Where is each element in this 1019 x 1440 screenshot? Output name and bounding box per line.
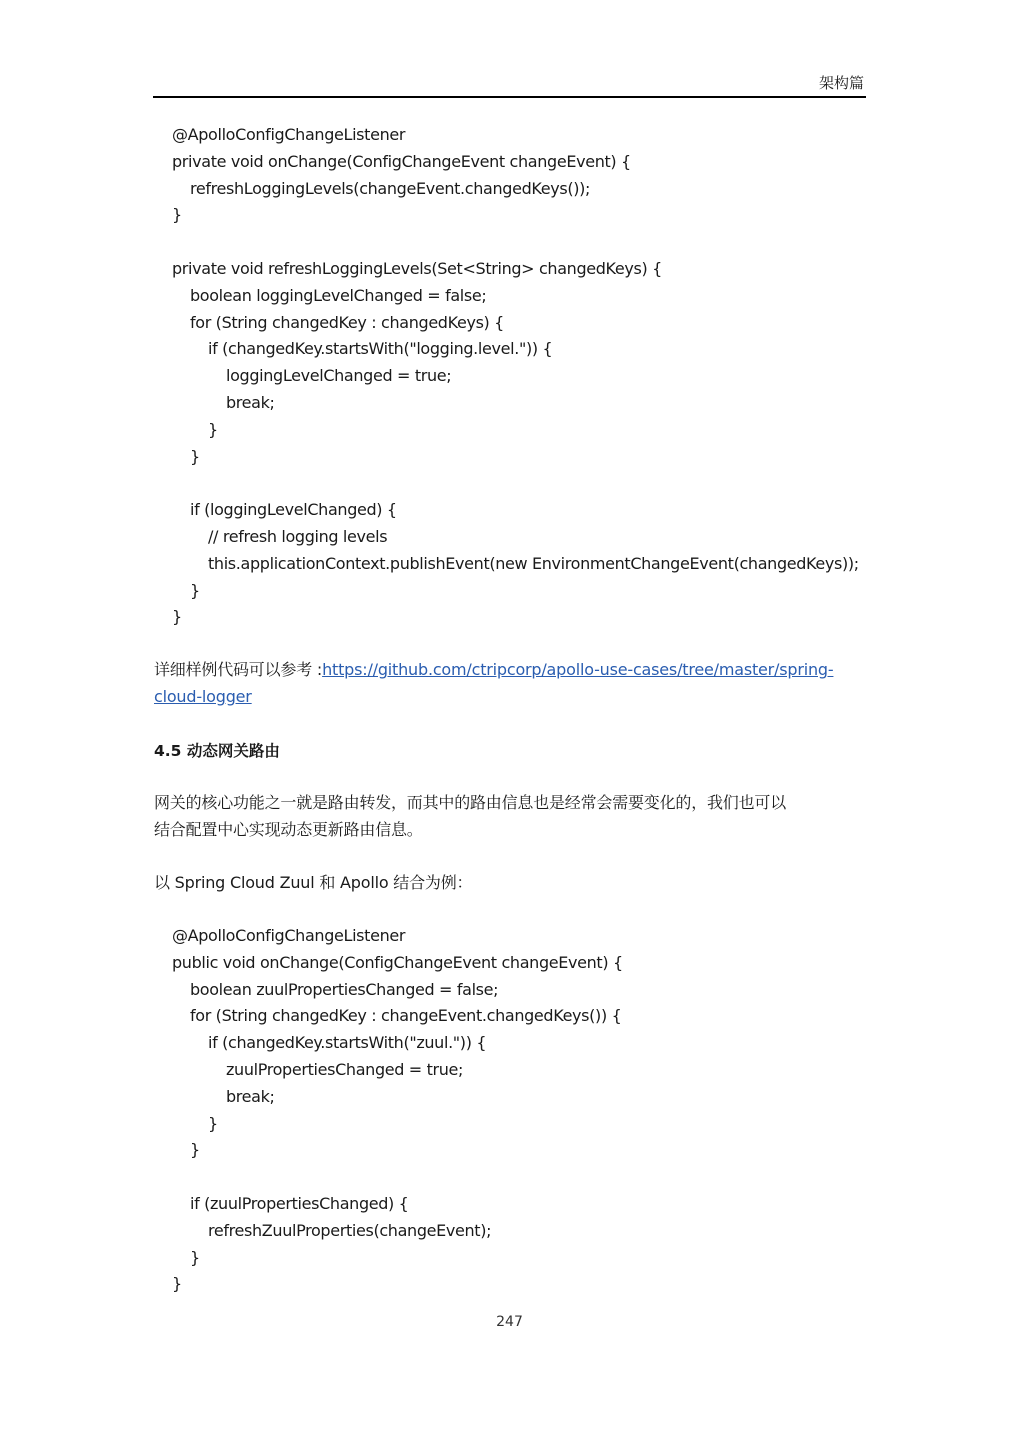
code-line: this.applicationContext.publishEvent(new EnvironmentChangeEvent(changedKeys));	[208, 553, 859, 573]
reference-paragraph	[154, 656, 874, 710]
code-line: refreshZuulProperties(changeEvent);	[208, 1220, 492, 1240]
code-line: }	[190, 446, 200, 466]
code-line: if (changedKey.startsWith("logging.level.")) {	[208, 339, 553, 359]
code-line: @ApolloConfigChangeListener	[172, 926, 406, 945]
reference-link-line2: cloud-logger	[154, 687, 252, 706]
code-line: private void onChange(ConfigChangeEvent changeEvent) {	[172, 151, 631, 171]
section-paragraph-line2: 结合配置中心实现动态更新路由信息。	[154, 820, 423, 839]
section-paragraph-line1: 网关的核心功能之一就是路由转发，而其中的路由信息也是经常会需要变化的，我们也可以	[154, 793, 787, 812]
code-line: if (loggingLevelChanged) {	[190, 500, 397, 520]
section-paragraph	[154, 789, 874, 843]
code-line: zuulPropertiesChanged = true;	[226, 1060, 464, 1079]
reference-link-line1: https://github.com/ctripcorp/apollo-use-cases/tree/master/spring-	[322, 660, 834, 679]
code-line: public void onChange(ConfigChangeEvent changeEvent) {	[172, 952, 623, 972]
code-line: if (zuulPropertiesChanged) {	[190, 1194, 409, 1213]
code-line: for (String changedKey : changedKeys) {	[190, 312, 505, 332]
code-line: break;	[226, 393, 275, 412]
code-line: }	[208, 419, 218, 439]
code-line: @ApolloConfigChangeListener	[172, 125, 406, 144]
header-section-name: 架构篇	[818, 74, 864, 92]
code-line: }	[172, 205, 182, 225]
code-line: }	[172, 1274, 182, 1294]
page-header	[153, 70, 866, 98]
code-line: break;	[226, 1086, 275, 1106]
reference-prefix: 详细样例代码可以参考 :	[154, 660, 323, 679]
code-line: private void refreshLoggingLevels(Set<String> changedKeys) {	[172, 259, 662, 278]
code-line: boolean zuulPropertiesChanged = false;	[190, 979, 499, 999]
code-line: // refresh logging levels	[208, 527, 388, 546]
code-line: if (changedKey.startsWith("zuul.")) {	[208, 1033, 487, 1053]
code-line: }	[208, 1113, 218, 1133]
code-line: }	[190, 580, 200, 600]
code-line: }	[190, 1247, 200, 1267]
code-line: }	[172, 607, 182, 627]
section-heading: 4.5 动态网关路由	[154, 742, 280, 760]
code-line: loggingLevelChanged = true;	[226, 366, 452, 386]
code-line: for (String changedKey : changeEvent.changedKeys()) {	[190, 1006, 622, 1026]
page-number: 247	[496, 1314, 523, 1330]
code-line: boolean loggingLevelChanged = false;	[190, 285, 487, 305]
code-line: refreshLoggingLevels(changeEvent.changedKeys());	[190, 178, 591, 198]
code-line: }	[190, 1140, 200, 1160]
example-intro: 以 Spring Cloud Zuul 和 Apollo 结合为例：	[154, 873, 473, 892]
